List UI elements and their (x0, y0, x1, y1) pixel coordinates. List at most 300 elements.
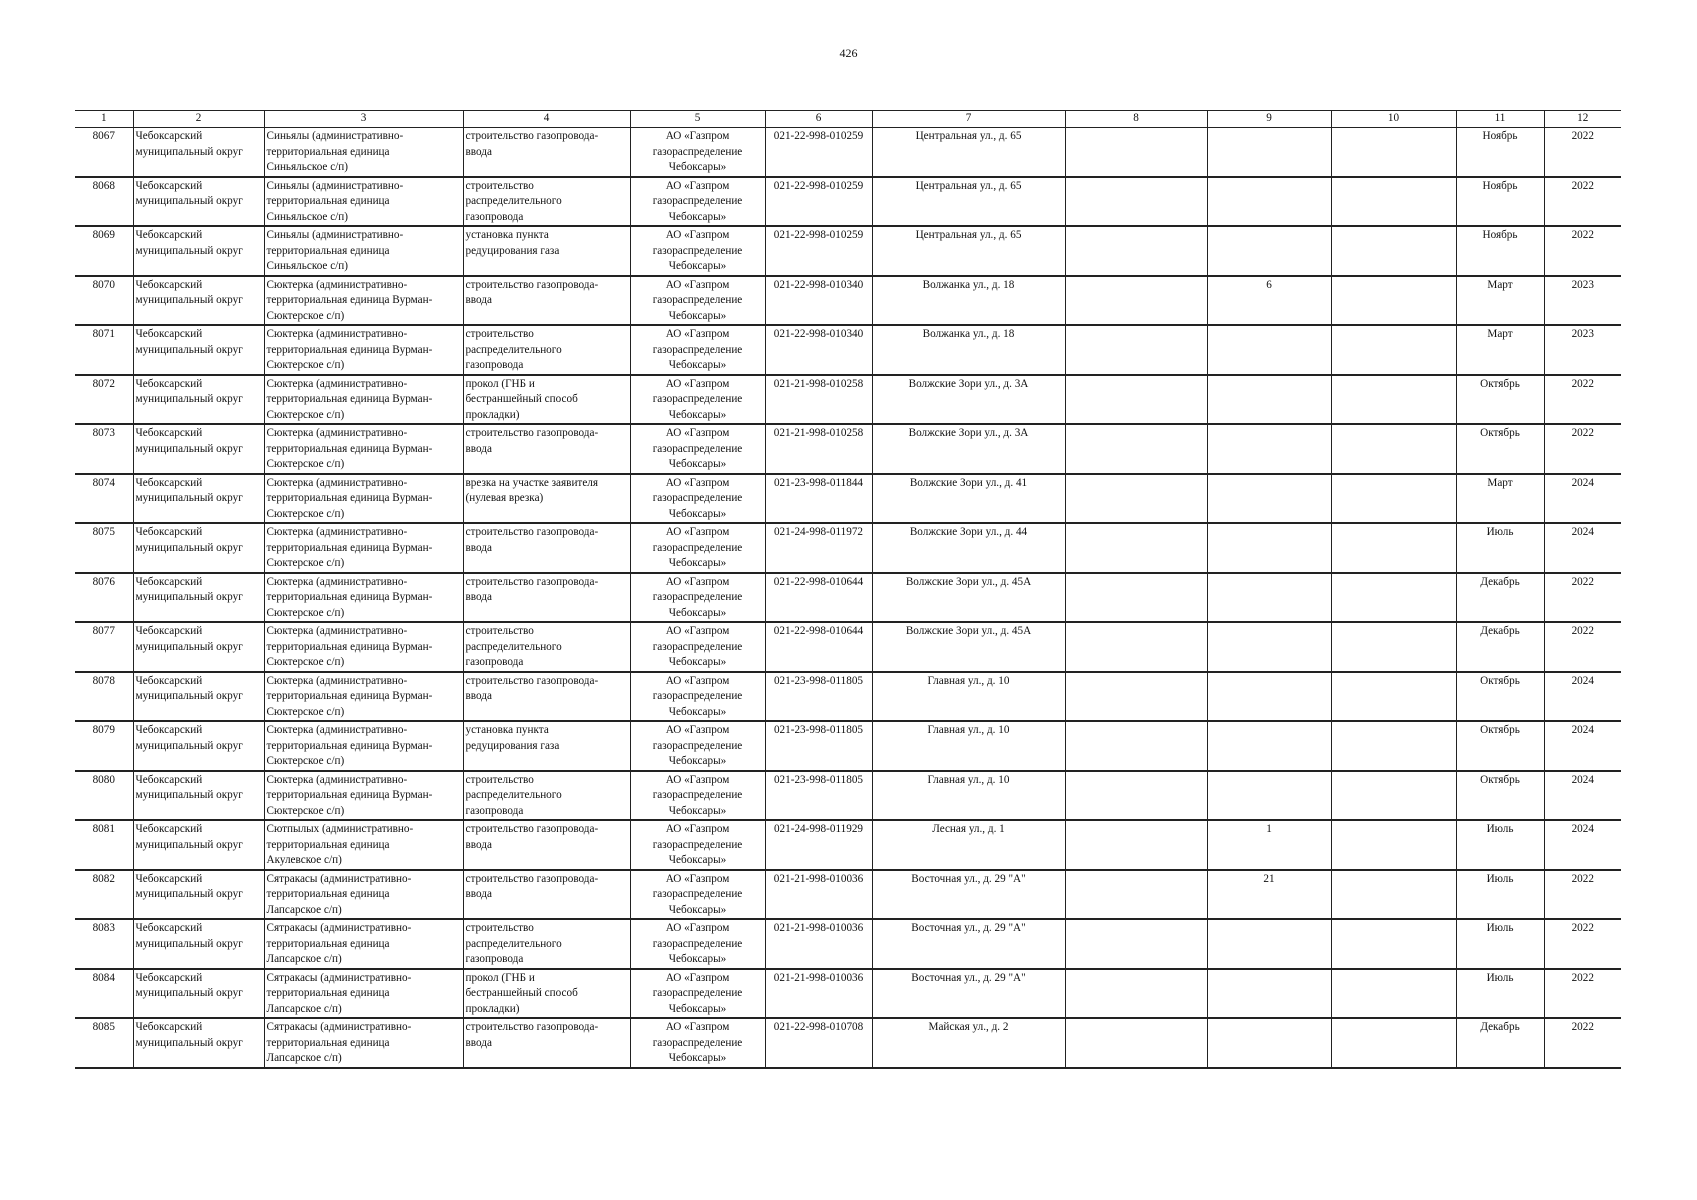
column-10-cell (1331, 375, 1456, 425)
work-type-cell-line: ввода (465, 294, 492, 306)
work-type-cell-line: газопровода (465, 210, 524, 223)
locality-cell-line: Сюктерка (административно- (266, 625, 408, 637)
application-code-cell: 021-23-998-011805 (765, 771, 872, 821)
table-row (75, 573, 1621, 623)
organization-cell (630, 820, 765, 870)
district-cell-line: Чебоксарский (135, 575, 203, 588)
district-cell (133, 721, 264, 771)
district-cell-line: муниципальный округ (135, 640, 243, 653)
column-8-cell (1065, 573, 1207, 623)
work-type-cell-line: (нулевая врезка) (465, 492, 544, 504)
organization-cell-line: Чебоксары» (668, 656, 727, 668)
work-type-cell-line: строительство газопровода- (465, 526, 599, 538)
application-code-cell: 021-24-998-011929 (765, 820, 872, 870)
table-row (75, 672, 1621, 722)
work-type-cell (463, 226, 630, 276)
column-9-cell (1207, 919, 1331, 969)
application-code-cell: 021-22-998-010259 (765, 226, 872, 276)
month-cell: Март (1456, 325, 1544, 375)
locality-cell (264, 573, 463, 623)
locality-cell (264, 177, 463, 227)
organization-cell-line: АО «Газпром (665, 922, 730, 934)
work-type-cell-line: строительство (465, 328, 534, 340)
organization-cell (630, 771, 765, 821)
address-cell: Волжские Зори ул., д. 45А (872, 573, 1065, 623)
district-cell (133, 325, 264, 375)
district-cell-line: Чебоксарский (135, 427, 203, 439)
district-cell-line: муниципальный округ (135, 442, 243, 455)
work-type-cell-line: ввода (465, 838, 492, 851)
column-10-cell (1331, 870, 1456, 920)
column-9-cell (1207, 1018, 1331, 1068)
organization-cell-line: АО «Газпром (665, 328, 730, 340)
district-cell-line: муниципальный округ (135, 838, 243, 851)
organization-cell-line: газораспределение (652, 294, 743, 306)
address-cell: Лесная ул., д. 1 (872, 820, 1065, 870)
district-cell-line: Чебоксарский (135, 130, 203, 142)
month-cell: Декабрь (1456, 622, 1544, 672)
application-code-cell: 021-22-998-010644 (765, 622, 872, 672)
organization-cell (630, 226, 765, 276)
column-8-cell (1065, 177, 1207, 227)
district-cell-line: муниципальный округ (135, 195, 243, 207)
organization-cell (630, 672, 765, 722)
locality-cell-line: территориальная единица (266, 145, 390, 158)
district-cell (133, 276, 264, 326)
column-header: 5 (630, 111, 765, 128)
organization-cell-line: газораспределение (652, 343, 743, 356)
column-8-cell (1065, 919, 1207, 969)
year-cell: 2024 (1544, 771, 1621, 821)
locality-cell-line: Синьяльское с/п) (266, 260, 348, 272)
address-cell: Волжские Зори ул., д. 41 (872, 474, 1065, 524)
column-9-cell (1207, 424, 1331, 474)
column-8-cell (1065, 325, 1207, 375)
column-10-cell (1331, 969, 1456, 1019)
month-cell: Октябрь (1456, 424, 1544, 474)
organization-cell-line: газораспределение (652, 591, 743, 603)
organization-cell (630, 325, 765, 375)
district-cell-line: Чебоксарский (135, 674, 203, 687)
locality-cell (264, 820, 463, 870)
year-cell: 2022 (1544, 226, 1621, 276)
column-header: 1 (75, 111, 133, 128)
row-number-cell: 8071 (75, 325, 133, 375)
district-cell-line: Чебоксарский (135, 823, 203, 835)
column-8-cell (1065, 424, 1207, 474)
table-row (75, 969, 1621, 1019)
month-cell: Октябрь (1456, 672, 1544, 722)
column-9-cell (1207, 771, 1331, 821)
year-cell: 2022 (1544, 424, 1621, 474)
work-type-cell (463, 177, 630, 227)
locality-cell-line: территориальная единица Вурман- (266, 442, 433, 455)
work-type-cell-line: врезка на участке заявителя (465, 476, 599, 489)
column-10-cell (1331, 177, 1456, 227)
locality-cell (264, 622, 463, 672)
row-number-cell: 8080 (75, 771, 133, 821)
column-10-cell (1331, 820, 1456, 870)
table-row (75, 177, 1621, 227)
district-cell-line: муниципальный округ (135, 541, 243, 554)
work-type-cell (463, 325, 630, 375)
district-cell (133, 1018, 264, 1068)
district-cell-line: Чебоксарский (135, 476, 203, 489)
locality-cell-line: территориальная единица Вурман- (266, 343, 433, 356)
organization-cell-line: Чебоксары» (668, 359, 727, 371)
organization-cell-line: АО «Газпром (665, 427, 730, 439)
work-type-cell-line: газопровода (465, 656, 524, 668)
locality-cell-line: территориальная единица (266, 244, 390, 257)
locality-cell-line: Сюктерское с/п) (266, 557, 345, 569)
organization-cell-line: АО «Газпром (665, 526, 730, 538)
work-type-cell-line: прокол (ГНБ и (465, 377, 535, 390)
locality-cell-line: Лапсарское с/п) (266, 1002, 342, 1015)
locality-cell (264, 226, 463, 276)
column-9-cell: 6 (1207, 276, 1331, 326)
district-cell-line: Чебоксарский (135, 922, 203, 934)
locality-cell (264, 375, 463, 425)
organization-cell-line: Чебоксары» (668, 755, 727, 767)
month-cell: Ноябрь (1456, 177, 1544, 227)
district-cell (133, 771, 264, 821)
organization-cell-line: Чебоксары» (668, 309, 727, 322)
district-cell-line: Чебоксарский (135, 526, 203, 538)
column-8-cell (1065, 226, 1207, 276)
district-cell (133, 177, 264, 227)
column-header: 2 (133, 111, 264, 128)
column-9-cell (1207, 672, 1331, 722)
column-10-cell (1331, 1018, 1456, 1068)
application-code-cell: 021-21-998-010258 (765, 375, 872, 425)
column-8-cell (1065, 870, 1207, 920)
work-type-cell (463, 969, 630, 1019)
organization-cell-line: Чебоксары» (668, 260, 727, 272)
work-type-cell-line: газопровода (465, 804, 524, 817)
locality-cell-line: территориальная единица Вурман- (266, 294, 433, 306)
month-cell: Июль (1456, 523, 1544, 573)
locality-cell-line: территориальная единица (266, 937, 390, 950)
locality-cell-line: территориальная единица Вурман- (266, 492, 433, 504)
district-cell (133, 672, 264, 722)
organization-cell-line: газораспределение (652, 244, 743, 257)
row-number-cell: 8070 (75, 276, 133, 326)
organization-cell-line: Чебоксары» (668, 557, 727, 569)
locality-cell-line: Сютпылых (административно- (266, 823, 414, 835)
work-type-cell-line: ввода (465, 888, 492, 900)
row-number-cell: 8069 (75, 226, 133, 276)
organization-cell (630, 721, 765, 771)
column-header: 3 (264, 111, 463, 128)
column-8-cell (1065, 969, 1207, 1019)
column-10-cell (1331, 474, 1456, 524)
table-row (75, 474, 1621, 524)
work-type-cell-line: строительство газопровода- (465, 575, 599, 588)
column-8-cell (1065, 523, 1207, 573)
application-code-cell: 021-21-998-010036 (765, 969, 872, 1019)
locality-cell-line: Сюктерка (административно- (266, 773, 408, 786)
work-type-cell (463, 375, 630, 425)
organization-cell-line: Чебоксары» (668, 1002, 727, 1015)
organization-cell (630, 969, 765, 1019)
work-type-cell (463, 721, 630, 771)
locality-cell-line: Сюктерка (административно- (266, 278, 408, 291)
locality-cell-line: территориальная единица (266, 1036, 390, 1049)
column-8-cell (1065, 820, 1207, 870)
work-type-cell-line: ввода (465, 442, 492, 455)
organization-cell-line: АО «Газпром (665, 278, 730, 291)
work-type-cell (463, 1018, 630, 1068)
locality-cell (264, 771, 463, 821)
column-header: 4 (463, 111, 630, 128)
data-table (75, 110, 1621, 1069)
locality-cell-line: Сятракасы (административно- (266, 971, 412, 984)
table-body (75, 128, 1621, 1068)
work-type-cell-line: прокладки) (465, 408, 520, 421)
month-cell: Октябрь (1456, 721, 1544, 771)
organization-cell-line: Чебоксары» (668, 1052, 727, 1064)
locality-cell-line: Сюктерское с/п) (266, 755, 345, 767)
work-type-cell-line: строительство (465, 922, 534, 934)
address-cell: Восточная ул., д. 29 "А" (872, 919, 1065, 969)
work-type-cell-line: ввода (465, 1036, 492, 1049)
locality-cell-line: Сюктерское с/п) (266, 408, 345, 421)
year-cell: 2022 (1544, 969, 1621, 1019)
table-row (75, 276, 1621, 326)
address-cell: Главная ул., д. 10 (872, 672, 1065, 722)
address-cell: Главная ул., д. 10 (872, 721, 1065, 771)
district-cell-line: муниципальный округ (135, 690, 243, 702)
organization-cell-line: АО «Газпром (665, 476, 730, 489)
organization-cell-line: газораспределение (652, 789, 743, 801)
locality-cell-line: территориальная единица Вурман- (266, 591, 433, 603)
work-type-cell-line: строительство газопровода- (465, 674, 599, 687)
organization-cell-line: Чебоксары» (668, 507, 727, 520)
district-cell (133, 969, 264, 1019)
district-cell-line: Чебоксарский (135, 625, 203, 637)
work-type-cell-line: строительство газопровода- (465, 427, 599, 439)
work-type-cell-line: распределительного (465, 789, 562, 801)
row-number-cell: 8068 (75, 177, 133, 227)
application-code-cell: 021-22-998-010644 (765, 573, 872, 623)
locality-cell-line: Синьялы (административно- (266, 179, 404, 192)
row-number-cell: 8072 (75, 375, 133, 425)
locality-cell-line: территориальная единица Вурман- (266, 789, 433, 801)
year-cell: 2022 (1544, 573, 1621, 623)
year-cell: 2023 (1544, 276, 1621, 326)
locality-cell-line: Сюктерское с/п) (266, 705, 345, 718)
address-cell: Центральная ул., д. 65 (872, 128, 1065, 177)
organization-cell-line: АО «Газпром (665, 674, 730, 687)
application-code-cell: 021-23-998-011805 (765, 721, 872, 771)
organization-cell-line: АО «Газпром (665, 625, 730, 637)
locality-cell-line: Лапсарское с/п) (266, 1052, 342, 1064)
organization-cell-line: газораспределение (652, 492, 743, 504)
work-type-cell-line: газопровода (465, 359, 524, 371)
address-cell: Волжские Зори ул., д. 3А (872, 424, 1065, 474)
column-8-cell (1065, 276, 1207, 326)
column-10-cell (1331, 672, 1456, 722)
year-cell: 2022 (1544, 622, 1621, 672)
organization-cell-line: АО «Газпром (665, 872, 730, 885)
locality-cell (264, 474, 463, 524)
locality-cell-line: Сюктерка (административно- (266, 674, 408, 687)
district-cell-line: муниципальный округ (135, 145, 243, 158)
organization-cell (630, 128, 765, 177)
work-type-cell-line: распределительного (465, 640, 562, 653)
locality-cell-line: Синьяльское с/п) (266, 210, 348, 223)
month-cell: Март (1456, 474, 1544, 524)
work-type-cell-line: строительство газопровода- (465, 872, 599, 885)
column-9-cell (1207, 622, 1331, 672)
locality-cell-line: Сюктерка (административно- (266, 526, 408, 538)
organization-cell-line: Чебоксары» (668, 606, 727, 619)
column-9-cell (1207, 721, 1331, 771)
locality-cell (264, 969, 463, 1019)
row-number-cell: 8082 (75, 870, 133, 920)
row-number-cell: 8067 (75, 128, 133, 177)
column-10-cell (1331, 622, 1456, 672)
district-cell-line: муниципальный округ (135, 393, 243, 405)
district-cell-line: муниципальный округ (135, 244, 243, 257)
district-cell (133, 573, 264, 623)
district-cell (133, 226, 264, 276)
row-number-cell: 8075 (75, 523, 133, 573)
organization-cell-line: АО «Газпром (665, 773, 730, 786)
organization-cell-line: Чебоксары» (668, 161, 727, 173)
work-type-cell-line: ввода (465, 541, 492, 554)
district-cell-line: Чебоксарский (135, 971, 203, 984)
organization-cell-line: Чебоксары» (668, 458, 727, 470)
district-cell-line: муниципальный округ (135, 343, 243, 356)
locality-cell-line: Синьялы (административно- (266, 130, 404, 142)
district-cell (133, 622, 264, 672)
table-row (75, 820, 1621, 870)
row-number-cell: 8085 (75, 1018, 133, 1068)
work-type-cell (463, 523, 630, 573)
table-row (75, 325, 1621, 375)
application-code-cell: 021-22-998-010708 (765, 1018, 872, 1068)
locality-cell-line: территориальная единица (266, 888, 390, 900)
application-code-cell: 021-21-998-010036 (765, 870, 872, 920)
year-cell: 2024 (1544, 820, 1621, 870)
organization-cell-line: газораспределение (652, 393, 743, 405)
locality-cell-line: Сятракасы (административно- (266, 1021, 412, 1033)
organization-cell-line: газораспределение (652, 987, 743, 999)
locality-cell-line: Сюктерское с/п) (266, 606, 345, 619)
column-9-cell (1207, 177, 1331, 227)
year-cell: 2024 (1544, 474, 1621, 524)
work-type-cell-line: строительство (465, 773, 534, 786)
column-8-cell (1065, 1018, 1207, 1068)
table-row (75, 226, 1621, 276)
column-8-cell (1065, 375, 1207, 425)
work-type-cell-line: распределительного (465, 195, 562, 207)
month-cell: Декабрь (1456, 573, 1544, 623)
organization-cell-line: газораспределение (652, 690, 743, 702)
district-cell (133, 523, 264, 573)
month-cell: Июль (1456, 870, 1544, 920)
column-9-cell (1207, 325, 1331, 375)
column-9-cell (1207, 474, 1331, 524)
table-row (75, 424, 1621, 474)
year-cell: 2022 (1544, 375, 1621, 425)
row-number-cell: 8073 (75, 424, 133, 474)
organization-cell-line: АО «Газпром (665, 229, 730, 241)
organization-cell-line: газораспределение (652, 888, 743, 900)
organization-cell-line: газораспределение (652, 442, 743, 455)
column-header: 8 (1065, 111, 1207, 128)
district-cell-line: Чебоксарский (135, 377, 203, 390)
district-cell-line: Чебоксарский (135, 229, 203, 241)
column-9-cell (1207, 128, 1331, 177)
column-10-cell (1331, 325, 1456, 375)
table-header-row (75, 111, 1621, 128)
district-cell-line: муниципальный округ (135, 739, 243, 752)
application-code-cell: 021-21-998-010036 (765, 919, 872, 969)
work-type-cell-line: строительство газопровода- (465, 1021, 599, 1033)
locality-cell-line: Сюктерка (административно- (266, 377, 408, 390)
application-code-cell: 021-21-998-010258 (765, 424, 872, 474)
address-cell: Центральная ул., д. 65 (872, 226, 1065, 276)
column-8-cell (1065, 672, 1207, 722)
organization-cell-line: АО «Газпром (665, 575, 730, 588)
locality-cell-line: Сюктерское с/п) (266, 359, 345, 371)
locality-cell (264, 672, 463, 722)
locality-cell-line: Сятракасы (административно- (266, 872, 412, 885)
work-type-cell-line: строительство газопровода- (465, 823, 599, 835)
district-cell-line: Чебоксарский (135, 872, 203, 885)
district-cell (133, 424, 264, 474)
address-cell: Восточная ул., д. 29 "А" (872, 969, 1065, 1019)
column-10-cell (1331, 523, 1456, 573)
work-type-cell (463, 474, 630, 524)
work-type-cell-line: газопровода (465, 953, 524, 965)
organization-cell (630, 919, 765, 969)
locality-cell (264, 128, 463, 177)
work-type-cell-line: распределительного (465, 343, 562, 356)
district-cell (133, 375, 264, 425)
locality-cell (264, 325, 463, 375)
month-cell: Ноябрь (1456, 226, 1544, 276)
year-cell: 2022 (1544, 1018, 1621, 1068)
district-cell (133, 820, 264, 870)
district-cell-line: муниципальный округ (135, 937, 243, 950)
organization-cell-line: газораспределение (652, 541, 743, 554)
work-type-cell-line: строительство (465, 625, 534, 637)
locality-cell-line: Сюктерка (административно- (266, 575, 408, 588)
locality-cell-line: территориальная единица Вурман- (266, 690, 433, 702)
district-cell-line: муниципальный округ (135, 492, 243, 504)
year-cell: 2024 (1544, 672, 1621, 722)
column-8-cell (1065, 622, 1207, 672)
district-cell-line: Чебоксарский (135, 773, 203, 786)
organization-cell (630, 424, 765, 474)
year-cell: 2022 (1544, 177, 1621, 227)
row-number-cell: 8078 (75, 672, 133, 722)
column-header: 11 (1456, 111, 1544, 128)
column-10-cell (1331, 128, 1456, 177)
column-10-cell (1331, 919, 1456, 969)
work-type-cell-line: прокол (ГНБ и (465, 971, 535, 984)
row-number-cell: 8076 (75, 573, 133, 623)
year-cell: 2022 (1544, 128, 1621, 177)
work-type-cell (463, 622, 630, 672)
district-cell-line: муниципальный округ (135, 1036, 243, 1049)
work-type-cell-line: редуцирования газа (465, 739, 560, 752)
column-header: 9 (1207, 111, 1331, 128)
organization-cell-line: газораспределение (652, 640, 743, 653)
